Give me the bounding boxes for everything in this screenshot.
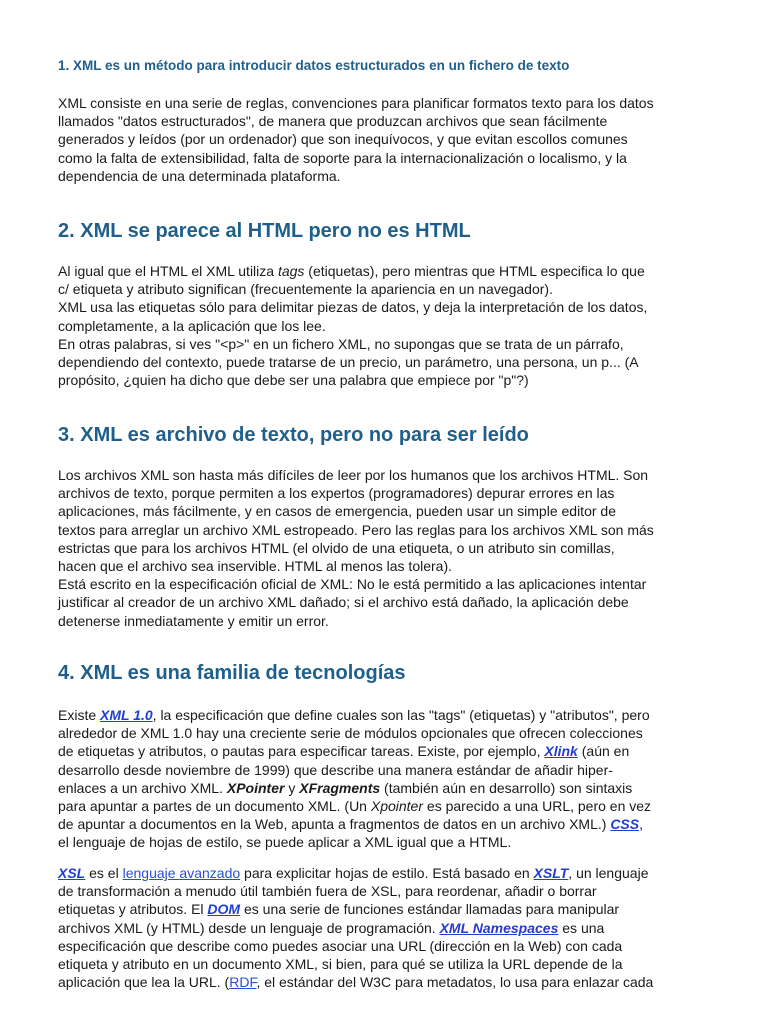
paragraph-line: [58, 864, 718, 882]
paragraph-line: [58, 900, 718, 918]
text-run: (también aún en desarrollo) son sintaxis: [380, 779, 633, 796]
xsl-link[interactable]: XSL: [58, 865, 86, 881]
paragraph-line: hacen que el archivo sea inservible. HTML al menos las tolera).: [58, 558, 453, 575]
paragraph-line: [58, 742, 718, 760]
xpointer-italic: Xpointer: [370, 798, 424, 815]
text-run: aplicación que lea la URL. (: [58, 974, 230, 991]
paragraph-line: llamados "datos estructurados", de manera que produzcan archivos que sean fácilmente: [58, 113, 608, 130]
text-run: es parecido a una URL, pero en vez: [423, 798, 652, 815]
paragraph-line: especificación que describe como puedes asociar una URL (dirección en la Web) con cada: [58, 937, 623, 954]
paragraph-line: XML consiste en una serie de reglas, convenciones para planificar formatos texto para los datos: [58, 95, 654, 111]
dom-link[interactable]: DOM: [207, 901, 241, 918]
section-2-title: 2. XML se parece al HTML pero no es HTML: [58, 220, 471, 242]
text-run: para explicitar hojas de estilo. Está basado en: [240, 865, 534, 881]
paragraph-line: archivos de texto, porque permiten a los expertos (programadores) depurar errores en las: [58, 485, 615, 502]
xml-namespaces-link[interactable]: XML Namespaces: [439, 919, 559, 936]
paragraph-line: justificar al creador de un archivo XML dañado; si el archivo está dañado, la aplicación debe: [58, 594, 629, 611]
paragraph-line: XML usa las etiquetas sólo para delimitar piezas de datos, y deja la interpretación de los datos,: [58, 299, 648, 316]
section-2-body: [58, 262, 718, 389]
paragraph-line: Los archivos XML son hasta más difíciles de leer por los humanos que los archivos HTML. Son: [58, 467, 649, 483]
section-1-body: [58, 94, 718, 185]
section-1-title: 1. XML es un método para introducir datos estructurados en un fichero de texto: [58, 58, 570, 73]
text-run: , la especificación que define cuales son las "tags" (etiquetas) y "atributos", pero: [152, 707, 650, 723]
text-run: Al igual que el HTML el XML utiliza: [58, 263, 278, 279]
section-3-title: 3. XML es archivo de texto, pero no para ser leído: [58, 424, 529, 446]
text-run: de apuntar a documentos en la Web, apunta a fragmentos de datos en un archivo XML.): [58, 816, 611, 833]
paragraph-line: [58, 797, 718, 815]
text-run: de etiquetas y atributos, o pautas para especificar tareas. Existe, por ejemplo,: [58, 743, 545, 760]
section-4-title: 4. XML es una familia de tecnologías: [58, 662, 406, 684]
paragraph-line: desarrollo desde noviembre de 1999) que describe una manera estándar de añadir hiper-: [58, 761, 613, 778]
paragraph-line: de transformación a menudo útil también fuera de XSL, para reordenar, añadir o borrar: [58, 883, 597, 900]
text-run: enlaces a un archivo XML.: [58, 779, 227, 796]
paragraph-line: el lenguaje de hojas de estilo, se puede aplicar a XML igual que a HTML.: [58, 834, 512, 851]
paragraph-line: [58, 973, 718, 991]
lenguaje-avanzado-link[interactable]: lenguaje avanzado: [122, 865, 241, 881]
section-2: [58, 220, 718, 243]
text-run: y: [284, 779, 300, 796]
section-3-body: [58, 466, 718, 630]
text-run: , un lenguaje: [568, 865, 649, 881]
text-run: etiquetas y atributos. El: [58, 901, 208, 918]
paragraph-line: [58, 919, 718, 937]
paragraph-line: dependencia de una determinada plataforma.: [58, 167, 341, 184]
xlink-link[interactable]: Xlink: [544, 743, 578, 760]
text-run: , el estándar del W3C para metadatos, lo usa para enlazar cada: [256, 974, 654, 991]
paragraph-line: c/ etiqueta y atributo significan (frecuentemente la apariencia en un navegador).: [58, 281, 553, 298]
xml10-link[interactable]: XML 1.0: [100, 707, 153, 723]
text-run: archivos XML (y HTML) desde un lenguaje de programación.: [58, 919, 440, 936]
text-run: es el: [85, 865, 123, 881]
section-4: [58, 662, 718, 685]
paragraph-line: dependiendo del contexto, puede tratarse de un precio, un parámetro, una persona, un p... (A: [58, 354, 639, 371]
text-run: (etiquetas), pero mientras que HTML especifica lo que: [304, 263, 645, 279]
xpointer-term: XPointer: [226, 779, 285, 796]
paragraph-line: estrictas que para los archivos HTML (el olvido de una etiqueta, o un atributo sin comillas,: [58, 539, 615, 556]
text-run: ,: [639, 816, 643, 833]
paragraph-line: completamente, a la aplicación que los lee.: [58, 317, 326, 334]
xfragments-term: XFragments: [299, 779, 381, 796]
paragraph-line: aplicaciones, más fácilmente, y en casos de emergencia, pueden usar un simple editor de: [58, 503, 616, 520]
text-run: para apuntar a partes de un documento XML. (Un: [58, 798, 371, 815]
paragraph-line: [58, 262, 718, 280]
paragraph-line: [58, 706, 718, 724]
paragraph-line: Está escrito en la especificación oficial de XML: No le está permitido a las aplicaciones intentar: [58, 576, 647, 593]
text-run: (aún en: [577, 743, 630, 760]
paragraph-line: detenerse inmediatamente y emitir un error.: [58, 612, 329, 629]
paragraph-line: En otras palabras, si ves "<p>" en un fichero XML, no supongas que se trata de un párrafo,: [58, 335, 624, 352]
paragraph-line: textos para arreglar un archivo XML estropeado. Pero las reglas para los archivos XML son más: [58, 521, 654, 538]
paragraph-line: generados y leídos (por un ordenador) que son inequívocos, y que evitan escollos comunes: [58, 131, 628, 148]
paragraph-line: etiqueta y atributo en un documento XML, si bien, para qué se utiliza la URL depende de la: [58, 956, 623, 973]
xslt-link[interactable]: XSLT: [533, 865, 569, 881]
paragraph-line: [58, 779, 718, 797]
section-4-paragraph-1: [58, 706, 718, 852]
paragraph-line: alrededor de XML 1.0 hay una creciente serie de módulos opcionales que ofrecen colecciones: [58, 725, 643, 742]
section-3: [58, 424, 718, 447]
tags-italic: tags: [277, 263, 305, 279]
text-run: es una serie de funciones estándar llamadas para manipular: [240, 901, 620, 918]
paragraph-line: [58, 815, 718, 833]
text-run: es una: [558, 919, 605, 936]
paragraph-line: propósito, ¿quien ha dicho que debe ser una palabra que empiece por "p"?): [58, 372, 529, 389]
section-4-paragraph-2: [58, 864, 718, 991]
paragraph-line: como la falta de extensibilidad, falta de soporte para la internacionalización o localismo, y la: [58, 149, 627, 166]
text-run: Existe: [58, 707, 101, 723]
rdf-link[interactable]: RDF: [229, 974, 257, 991]
css-link[interactable]: CSS: [610, 816, 640, 833]
